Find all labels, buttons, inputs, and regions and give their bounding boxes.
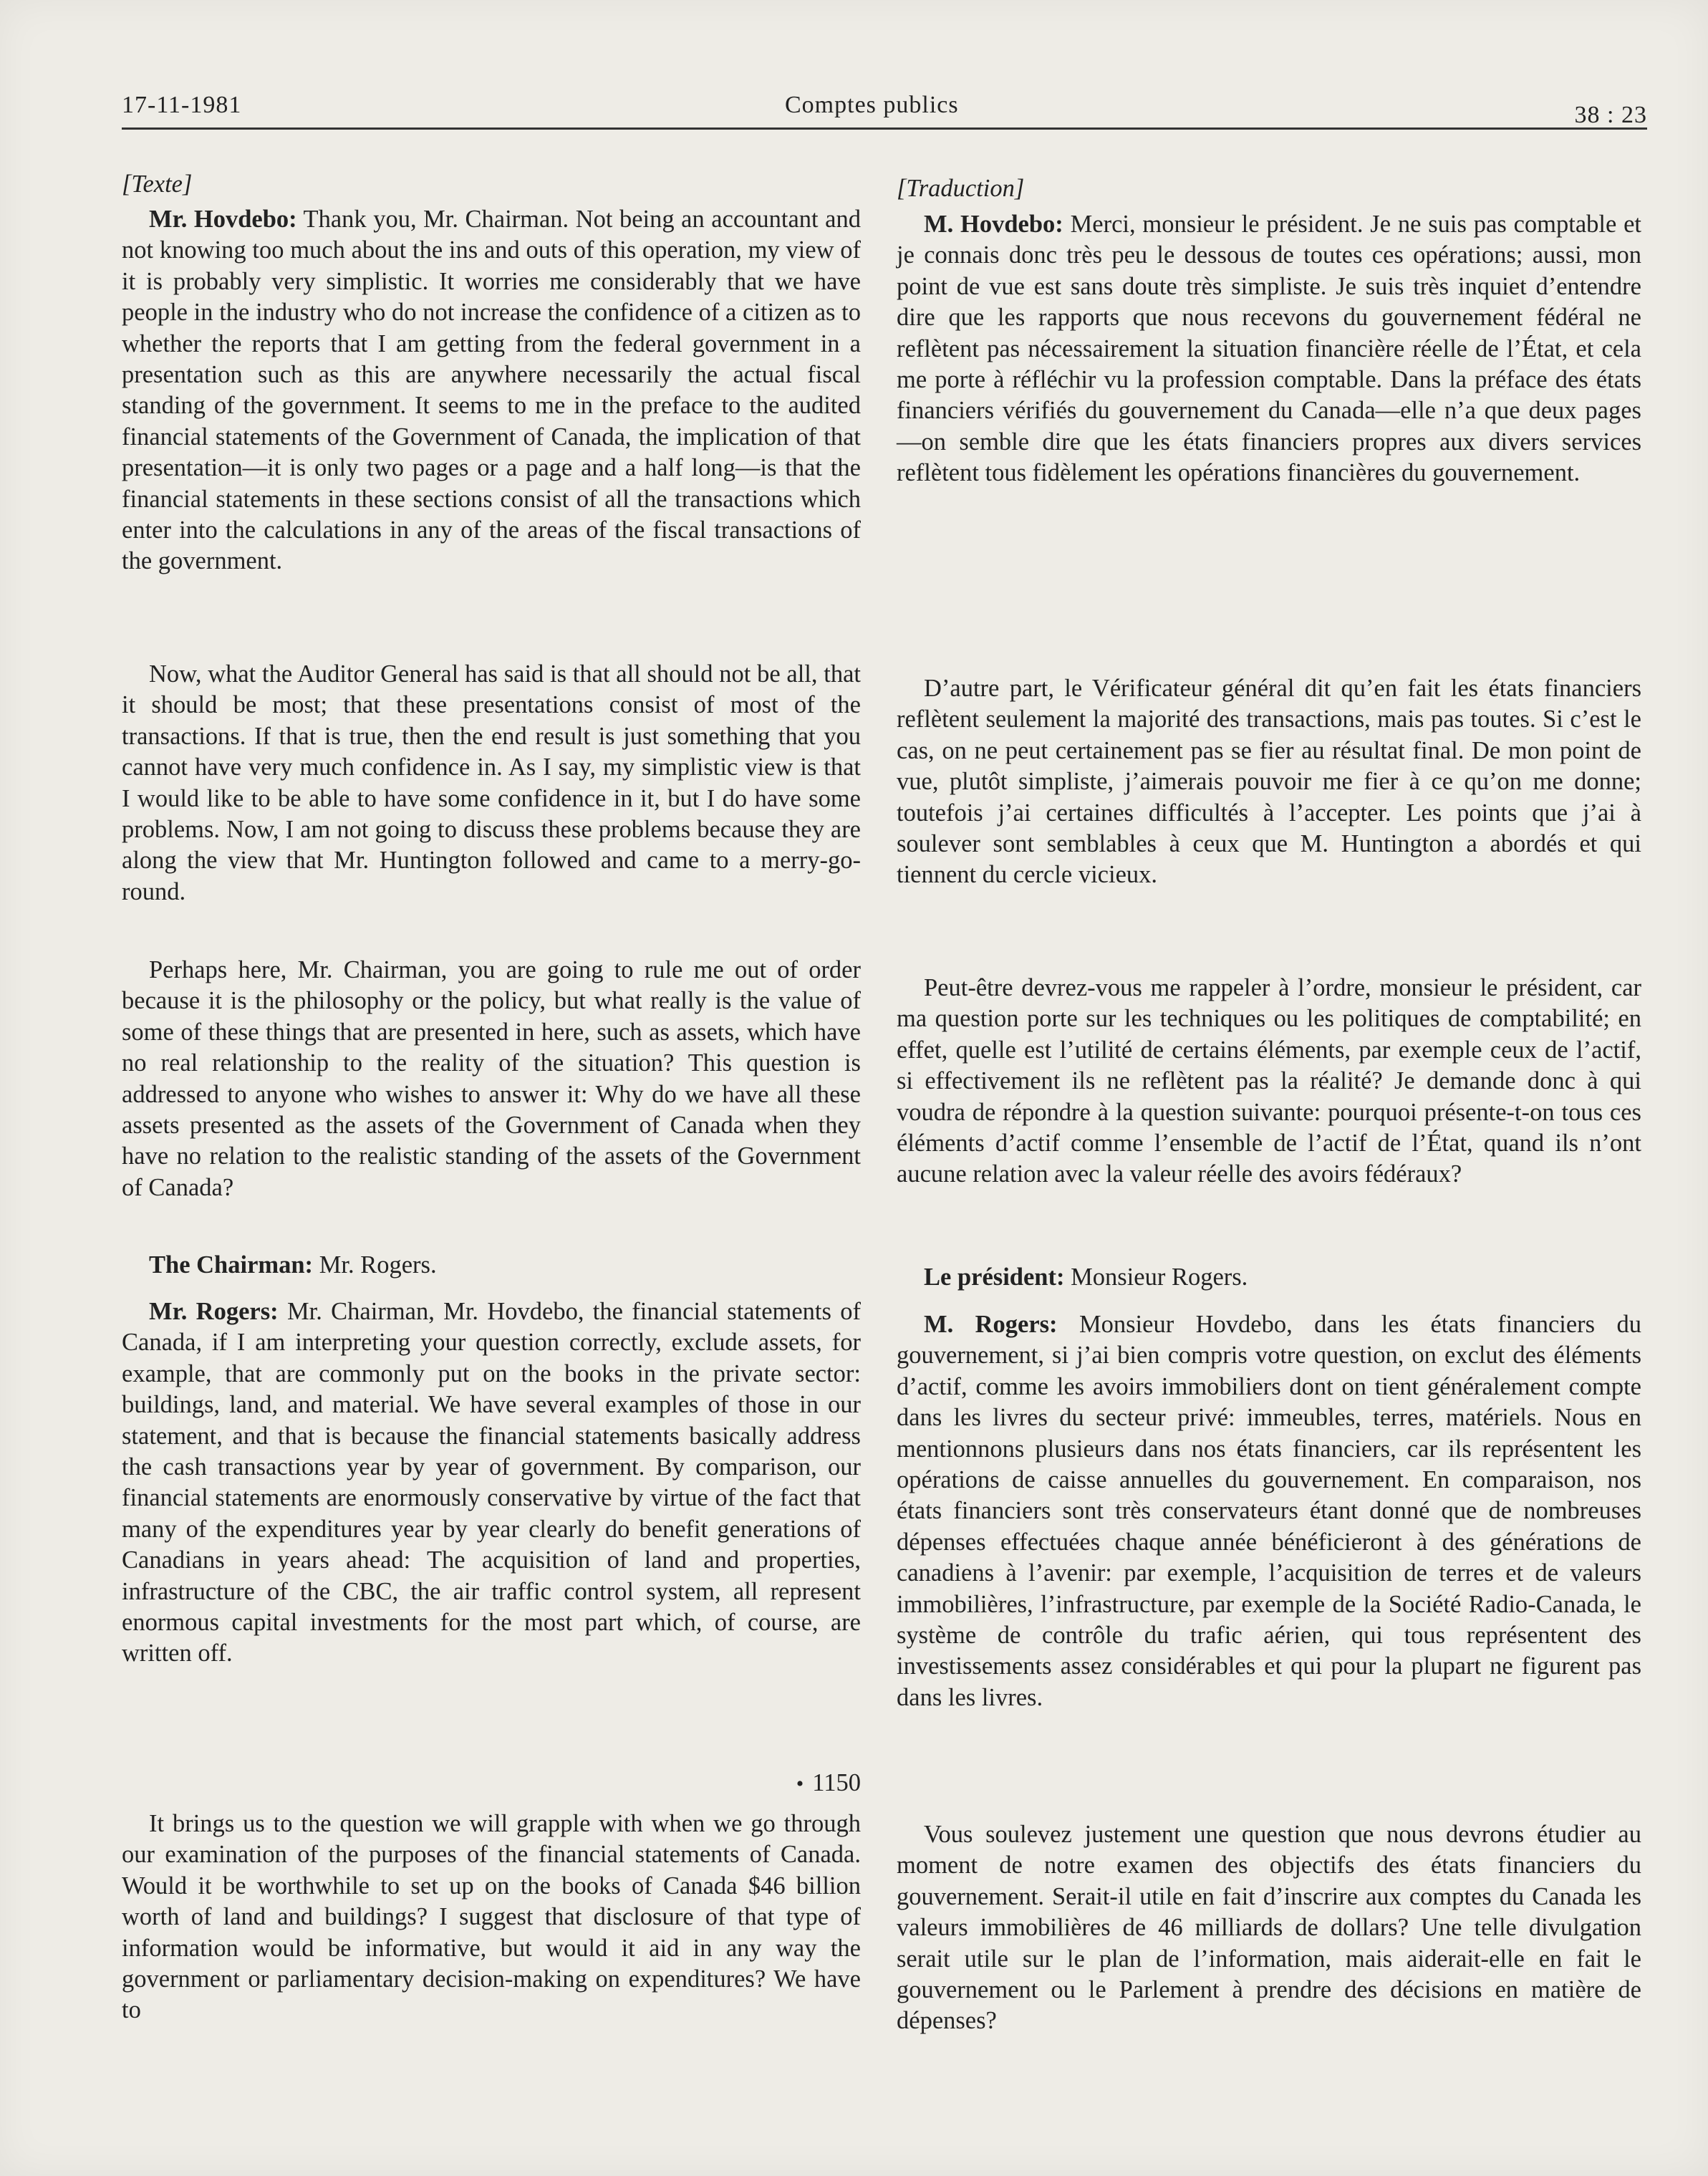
paragraph-text: It brings us to the question we will grapple with when we go through our examination of the purposes of the financial statements of Canada. Would it be worthwhile to set up on the books of Canada $46 billion worth of land and buildings? I suggest that disclosure of that type of information would be informative, but would it aid in any way the government or parliamentary decision-making on expenditures? We have to bbox=[122, 1810, 861, 2024]
header-rule bbox=[122, 127, 1647, 130]
paragraph-text: Monsieur Hovdebo, dans les états financiers du gouvernement, si j’ai bien compris votre question, on exclut des éléments d’actif, comme les avoirs immobiliers dont on tient généralement compte dans les livres du secteur privé: immeubles, terres, matériels. Nous en mentionnons plusieurs dans nos états financiers, car ils représentent les opérations de caisse annuelles du gouvernement. En comparaison, nos états financiers sont très conservateurs étant donné que de nombreuses dépenses effectuées chaque année bénéficieront à des générations de canadiens à l’avenir: par exemple, l’acquisition de terres et de valeurs immobilières, l’infrastructure, par exemple de la Société Radio-Canada, le système de contrôle du trafic aérien, qui tous représentent des investissements assez considérables et qui pour la plupart ne figurent pas dans les livres. bbox=[897, 1311, 1641, 1711]
english-marker-block bbox=[122, 169, 861, 200]
paragraph-text: Merci, monsieur le président. Je ne suis pas comptable et je connais donc très peu le dessous de toutes ces opérations; aussi, mon point de vue est sans doute très simpliste. Je suis très inquiet d’entendre dire que les rapports que nous recevons du gouvernement fédéral ne reflètent pas nécessairement la situation financière réelle de l’État, et cela me porte à réfléchir vu la profession comptable. Dans la préface des états financiers vérifiés du gouvernement du Canada—elle n’a que deux pages—on semble dire que les états financiers propres aux divers services reflètent tous fidèlement les opérations financières du gouvernement. bbox=[897, 211, 1642, 487]
speaker-name: M. Hovdebo: bbox=[924, 211, 1063, 238]
french-paragraph-chairman bbox=[897, 1262, 1641, 1293]
french-paragraph-question bbox=[897, 1819, 1641, 2037]
speaker-name: Mr. Hovdebo: bbox=[149, 206, 297, 233]
speaker-name: M. Rogers: bbox=[924, 1311, 1058, 1338]
paragraph-text: Mr. Rogers. bbox=[319, 1251, 437, 1279]
speaker-name: Mr. Rogers: bbox=[149, 1298, 279, 1325]
paragraph-text: Mr. Chairman, Mr. Hovdebo, the financial statements of Canada, if I am interpreting your question correctly, exclude assets, for example, that are commonly put on the books in the private sector: buildings, land, and material. We have several examples of those in our statement, and that is because the financial statements basically address the cash transactions year by year of government. By comparison, our financial statements are enormously conservative by virtue of the fact that many of the expenditures year by year clearly do benefit generations of Canadians in years ahead: The acquisition of land and properties, infrastructure of the CBC, the air traffic control system, all represent enormous capital investments for the most part which, of course, are written off. bbox=[122, 1298, 861, 1667]
header-page-number: 38 : 23 bbox=[1574, 102, 1647, 128]
bullet-icon: • bbox=[796, 1772, 804, 1796]
english-paragraph-question bbox=[122, 1809, 861, 2026]
time-value: 1150 bbox=[812, 1769, 861, 1796]
time-stamp bbox=[122, 1768, 861, 1799]
header-date: 17-11-1981 bbox=[122, 92, 242, 118]
french-paragraph-hovdebo bbox=[897, 209, 1641, 489]
paragraph-text: Monsieur Rogers. bbox=[1071, 1263, 1248, 1291]
language-marker: [Texte] bbox=[122, 170, 193, 198]
speaker-name: Le président: bbox=[924, 1263, 1065, 1291]
header-title: Comptes publics bbox=[785, 92, 959, 118]
french-paragraph-auditor bbox=[897, 673, 1641, 891]
language-marker: [Traduction] bbox=[897, 175, 1025, 202]
speaker-name: The Chairman: bbox=[149, 1251, 314, 1279]
english-paragraph-rogers bbox=[122, 1296, 861, 1670]
english-paragraph-auditor bbox=[122, 659, 861, 908]
paragraph-text: Now, what the Auditor General has said is that all should not be all, that it should be most; that these presentations consist of most of the transactions. If that is true, then the end result is just something that you cannot have very much confidence in. As I say, my simplistic view is that I would like to be able to have some confidence in it, but I do have some problems. Now, I am not going to discuss these problems because they are along the view that Mr. Huntington followed and came to a merry-go-round. bbox=[122, 660, 861, 905]
paragraph-text: Thank you, Mr. Chairman. Not being an accountant and not knowing too much about the ins and outs of this operation, my view of it is probably very simplistic. It worries me considerably that we have people in the industry who do not increase the confidence of a citizen as to whether the reports that I am getting from the federal government in a presentation such as this are anywhere necessarily the actual fiscal standing of the government. It seems to me in the preface to the audited financial statements of the Government of Canada, the implication of that presentation—it is only two pages or a page and a half long—is that the financial statements in these sections consist of all the transactions which enter into the calculations in any of the areas of the fiscal transactions of the government. bbox=[122, 206, 861, 575]
french-paragraph-philosophy bbox=[897, 973, 1641, 1190]
page-header bbox=[122, 86, 1647, 136]
english-paragraph-philosophy bbox=[122, 955, 861, 1203]
english-paragraph-chairman bbox=[122, 1250, 861, 1281]
english-paragraph-hovdebo bbox=[122, 204, 861, 577]
french-marker-block bbox=[897, 173, 1641, 204]
paragraph-text: D’autre part, le Vérificateur général dit qu’en fait les états financiers reflètent seulement la majorité des transactions, mais pas toutes. Si c’est le cas, on ne peut certainement pas se fier au résultat final. De mon point de vue, plutôt simpliste, j’aimerais pouvoir me fier à ce qu’on me donne; toutefois j’ai certaines difficultés à l’accepter. Les points que j’ai à soulever sont semblables à ceux que M. Huntington a abordés et qui tiennent du cercle vicieux. bbox=[897, 675, 1641, 889]
paragraph-text: Peut-être devrez-vous me rappeler à l’ordre, monsieur le président, car ma question porte sur les techniques ou les politiques de comptabilité; en effet, quelle est l’utilité de certains éléments, par exemple ceux de l’actif, si effectivement ils ne reflètent pas la réalité? Je demande donc à qui voudra de répondre à la question suivante: pourquoi présente-t-on tous ces éléments d’actif comme l’ensemble de l’actif de l’État, quand ils n’ont aucune relation avec la valeur réelle des avoirs fédéraux? bbox=[897, 974, 1641, 1188]
french-paragraph-rogers bbox=[897, 1309, 1641, 1713]
paragraph-text: Vous soulevez justement une question que nous devrons étudier au moment de notre examen des objectifs des états financiers du gouvernement. Serait-il utile en fait d’inscrire aux comptes du Canada les valeurs immobilières de 46 milliards de dollars? Une telle divulgation serait utile sur le plan de l’information, mais aiderait-elle en fait le gouvernement ou le Parlement à prendre des décisions en matière de dépenses? bbox=[897, 1821, 1641, 2035]
paragraph-text: Perhaps here, Mr. Chairman, you are going to rule me out of order because it is the philosophy or the policy, but what really is the value of some of these things that are presented in here, such as assets, which have no real relationship to the reality of the situation? This question is addressed to anyone who wishes to answer it: Why do we have all these assets presented as the assets of the Government of Canada when they have no relation to the realistic standing of the assets of the Government of Canada? bbox=[122, 956, 861, 1201]
